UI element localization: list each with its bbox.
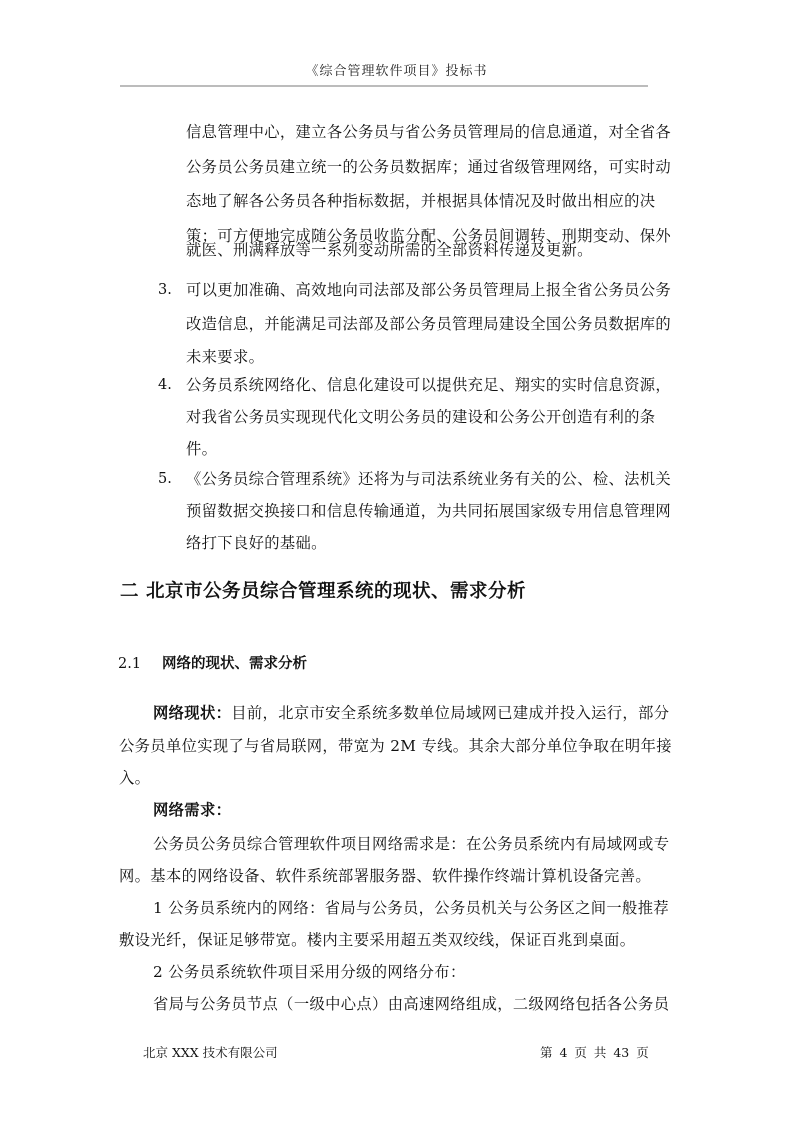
header-divider xyxy=(120,85,648,87)
section-heading: 二 北京市公务员综合管理系统的现状、需求分析 xyxy=(120,581,526,602)
network-status-label: 网络现状： xyxy=(153,704,232,722)
text-line: 就医、刑满释放等一系列变动所需的全部资料传递及更新。 xyxy=(186,241,593,259)
text-line: 络打下良好的基础。 xyxy=(186,534,327,552)
list-number: 5. xyxy=(158,471,172,487)
text-line: 预留数据交换接口和信息传输通道，为共同拓展国家级专用信息管理网 xyxy=(186,502,672,520)
text-span: 目前，北京市安全系统多数单位局域网已建成并投入运行，部分 xyxy=(231,704,670,722)
text-line: 态地了解各公务员各种指标数据，并根据具体情况及时做出相应的决 xyxy=(186,192,656,210)
text-line xyxy=(153,703,669,723)
text-line: 《公务员综合管理系统》还将为与司法系统业务有关的公、检、法机关 xyxy=(186,470,672,488)
text-line: 可以更加准确、高效地向司法部及部公务员管理局上报全省公务员公务 xyxy=(186,281,672,299)
list-number: 4. xyxy=(158,377,172,393)
subsection-number: 2.1 xyxy=(118,656,142,672)
text-line: 公务员单位实现了与省局联网，带宽为 2M 专线。其余大部分单位争取在明年接 xyxy=(119,737,672,755)
text-line: 网。基本的网络设备、软件系统部署服务器、软件操作终端计算机设备完善。 xyxy=(119,867,651,885)
text-line: 件。 xyxy=(186,440,218,458)
text-line: 省局与公务员节点（一级中心点）由高速网络组成，二级网络包括各公务员 xyxy=(153,995,670,1013)
text-line: 对我省公务员实现现代化文明公务员的建设和公务公开创造有利的条 xyxy=(186,408,656,426)
text-line: 改造信息，并能满足司法部及部公务员管理局建设全国公务员数据库的 xyxy=(186,315,672,333)
document-title: 《综合管理软件项目》投标书 xyxy=(305,64,488,79)
text-line: 公务员公务员建立统一的公务员数据库；通过省级管理网络，可实时动 xyxy=(186,158,672,176)
text-line: 2 公务员系统软件项目采用分级的网络分布： xyxy=(153,963,466,981)
subsection-heading xyxy=(118,654,307,674)
footer-company: 北京 XXX 技术有限公司 xyxy=(143,1045,278,1060)
text-line: 信息管理中心，建立各公务员与省公务员管理局的信息通道，对全省各 xyxy=(186,123,672,141)
text-line: 敷设光纤，保证足够带宽。楼内主要采用超五类双绞线，保证百兆到桌面。 xyxy=(119,931,636,949)
subsection-title: 网络的现状、需求分析 xyxy=(162,656,307,672)
page-number: 第 4 页 共 43 页 xyxy=(540,1045,649,1060)
list-number: 3. xyxy=(158,282,172,298)
network-demand-label: 网络需求： xyxy=(153,801,232,819)
text-line: 1 公务员系统内的网络：省局与公务员，公务员机关与公务区之间一般推荐 xyxy=(153,899,669,917)
text-line: 未来要求。 xyxy=(186,348,265,366)
text-line: 公务员系统网络化、信息化建设可以提供充足、翔实的实时信息资源， xyxy=(186,376,672,394)
text-line: 策；可方便地完成随公务员收监分配、公务员间调转、刑期变动、保外 xyxy=(186,227,672,245)
text-line: 入。 xyxy=(119,769,151,787)
text-line: 公务员公务员综合管理软件项目网络需求是：在公务员系统内有局域网或专 xyxy=(153,835,670,853)
